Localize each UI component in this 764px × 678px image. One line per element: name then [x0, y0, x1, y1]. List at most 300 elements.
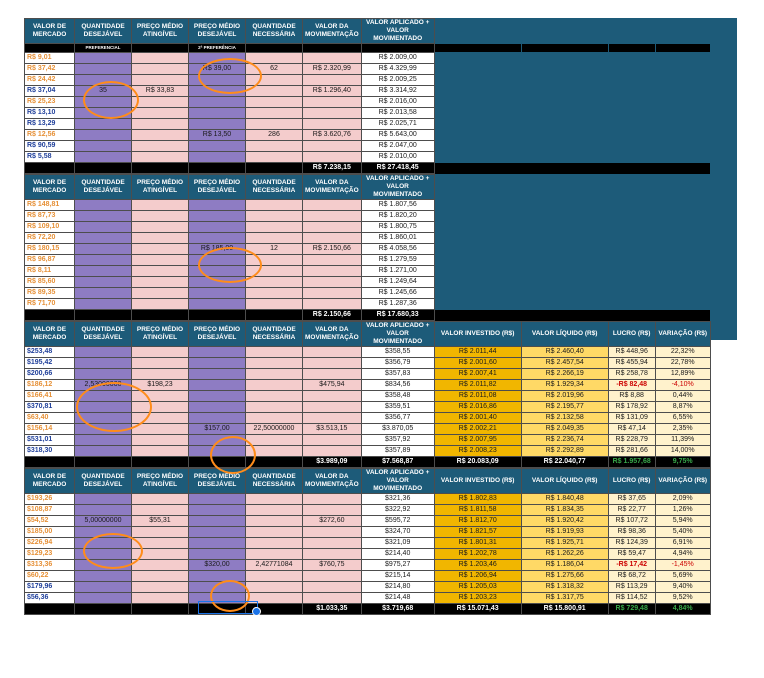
desired-avg-price-cell[interactable]: [189, 86, 246, 97]
required-quantity-cell[interactable]: [246, 266, 303, 277]
variation-cell[interactable]: -4,10%: [655, 380, 710, 391]
attainable-avg-price-cell[interactable]: [132, 108, 189, 119]
total-profit[interactable]: R$ 1.957,68: [608, 457, 655, 468]
applied-plus-moved-cell[interactable]: R$ 1.271,00: [361, 266, 434, 277]
attainable-avg-price-cell[interactable]: [132, 571, 189, 582]
applied-plus-moved-cell[interactable]: R$ 1.287,36: [361, 299, 434, 310]
market-value-cell[interactable]: R$ 8,11: [25, 266, 75, 277]
desired-quantity-cell[interactable]: [75, 424, 132, 435]
attainable-avg-price-cell[interactable]: [132, 560, 189, 571]
total-profit[interactable]: R$ 729,48: [608, 604, 655, 615]
net-value-cell[interactable]: R$ 2.019,96: [521, 391, 608, 402]
market-value-cell[interactable]: R$ 13,10: [25, 108, 75, 119]
market-value-cell[interactable]: $108,87: [25, 505, 75, 516]
profit-cell[interactable]: R$ 107,72: [608, 516, 655, 527]
attainable-avg-price-cell[interactable]: [132, 527, 189, 538]
cell[interactable]: [132, 310, 189, 321]
cell[interactable]: [75, 310, 132, 321]
movement-value-cell[interactable]: $760,75: [303, 560, 362, 571]
invested-value-cell[interactable]: R$ 2.002,21: [434, 424, 521, 435]
desired-quantity-cell[interactable]: [75, 108, 132, 119]
profit-cell[interactable]: R$ 59,47: [608, 549, 655, 560]
applied-plus-moved-cell[interactable]: R$ 1.860,01: [361, 233, 434, 244]
net-value-cell[interactable]: R$ 1.840,48: [521, 494, 608, 505]
column-header[interactable]: PREÇO MÉDIO DESEJÁVEL: [189, 469, 246, 494]
desired-avg-price-cell[interactable]: [189, 494, 246, 505]
required-quantity-cell[interactable]: [246, 549, 303, 560]
profit-cell[interactable]: R$ 68,72: [608, 571, 655, 582]
column-header[interactable]: QUANTIDADE NECESSÁRIA: [246, 322, 303, 347]
applied-plus-moved-cell[interactable]: $357,83: [361, 369, 434, 380]
net-value-cell[interactable]: R$ 1.317,75: [521, 593, 608, 604]
applied-plus-moved-cell[interactable]: $834,56: [361, 380, 434, 391]
market-value-cell[interactable]: R$ 96,87: [25, 255, 75, 266]
required-quantity-cell[interactable]: [246, 391, 303, 402]
invested-value-cell[interactable]: R$ 1.205,03: [434, 582, 521, 593]
movement-value-cell[interactable]: R$ 2.320,99: [303, 64, 362, 75]
movement-value-cell[interactable]: [303, 505, 362, 516]
movement-value-cell[interactable]: [303, 391, 362, 402]
variation-cell[interactable]: 9,40%: [655, 582, 710, 593]
column-header[interactable]: VALOR LÍQUIDO (R$): [521, 469, 608, 494]
applied-plus-moved-cell[interactable]: $322,92: [361, 505, 434, 516]
profit-cell[interactable]: R$ 124,39: [608, 538, 655, 549]
desired-quantity-cell[interactable]: [75, 299, 132, 310]
preference-label[interactable]: 2ª PREFERÊNCIA: [189, 44, 246, 53]
applied-plus-moved-cell[interactable]: $357,89: [361, 446, 434, 457]
cell[interactable]: [75, 604, 132, 615]
applied-plus-moved-cell[interactable]: R$ 1.249,64: [361, 277, 434, 288]
invested-value-cell[interactable]: R$ 2.007,41: [434, 369, 521, 380]
variation-cell[interactable]: 2,35%: [655, 424, 710, 435]
column-header[interactable]: VALOR DE MERCADO: [25, 322, 75, 347]
cell[interactable]: [25, 44, 75, 53]
applied-plus-moved-cell[interactable]: R$ 1.820,20: [361, 211, 434, 222]
attainable-avg-price-cell[interactable]: [132, 369, 189, 380]
net-value-cell[interactable]: R$ 2.292,89: [521, 446, 608, 457]
desired-quantity-cell[interactable]: [75, 277, 132, 288]
required-quantity-cell[interactable]: 22,50000000: [246, 424, 303, 435]
attainable-avg-price-cell[interactable]: [132, 266, 189, 277]
column-header[interactable]: VALOR DA MOVIMENTAÇÃO: [303, 322, 362, 347]
column-header[interactable]: VALOR DA MOVIMENTAÇÃO: [303, 175, 362, 200]
market-value-cell[interactable]: $56,36: [25, 593, 75, 604]
required-quantity-cell[interactable]: [246, 97, 303, 108]
market-value-cell[interactable]: R$ 180,15: [25, 244, 75, 255]
invested-value-cell[interactable]: R$ 2.001,60: [434, 358, 521, 369]
invested-value-cell[interactable]: R$ 2.008,23: [434, 446, 521, 457]
applied-plus-moved-cell[interactable]: $214,40: [361, 549, 434, 560]
market-value-cell[interactable]: $166,41: [25, 391, 75, 402]
column-header[interactable]: QUANTIDADE DESEJÁVEL: [75, 175, 132, 200]
attainable-avg-price-cell[interactable]: [132, 200, 189, 211]
profit-cell[interactable]: R$ 47,14: [608, 424, 655, 435]
cell[interactable]: [132, 44, 189, 53]
cell[interactable]: [132, 457, 189, 468]
desired-quantity-cell[interactable]: [75, 527, 132, 538]
required-quantity-cell[interactable]: [246, 347, 303, 358]
applied-plus-moved-cell[interactable]: $321,36: [361, 494, 434, 505]
market-value-cell[interactable]: $60,22: [25, 571, 75, 582]
market-value-cell[interactable]: R$ 109,10: [25, 222, 75, 233]
desired-avg-price-cell[interactable]: [189, 299, 246, 310]
required-quantity-cell[interactable]: [246, 53, 303, 64]
total-movement[interactable]: $1.033,35: [303, 604, 362, 615]
column-header[interactable]: QUANTIDADE NECESSÁRIA: [246, 175, 303, 200]
invested-value-cell[interactable]: R$ 1.821,57: [434, 527, 521, 538]
applied-plus-moved-cell[interactable]: R$ 3.314,92: [361, 86, 434, 97]
desired-avg-price-cell[interactable]: [189, 593, 246, 604]
desired-quantity-cell[interactable]: [75, 64, 132, 75]
attainable-avg-price-cell[interactable]: [132, 211, 189, 222]
movement-value-cell[interactable]: [303, 549, 362, 560]
desired-quantity-cell[interactable]: [75, 119, 132, 130]
total-movement[interactable]: R$ 7.238,15: [303, 163, 362, 174]
profit-cell[interactable]: R$ 131,09: [608, 413, 655, 424]
applied-plus-moved-cell[interactable]: $356,79: [361, 358, 434, 369]
required-quantity-cell[interactable]: [246, 505, 303, 516]
required-quantity-cell[interactable]: [246, 402, 303, 413]
total-applied[interactable]: $3.719,68: [361, 604, 434, 615]
movement-value-cell[interactable]: [303, 369, 362, 380]
required-quantity-cell[interactable]: 62: [246, 64, 303, 75]
desired-quantity-cell[interactable]: [75, 130, 132, 141]
variation-cell[interactable]: 14,00%: [655, 446, 710, 457]
market-value-cell[interactable]: R$ 71,70: [25, 299, 75, 310]
required-quantity-cell[interactable]: [246, 369, 303, 380]
attainable-avg-price-cell[interactable]: [132, 288, 189, 299]
desired-quantity-cell[interactable]: [75, 200, 132, 211]
required-quantity-cell[interactable]: 12: [246, 244, 303, 255]
cell[interactable]: [189, 163, 246, 174]
attainable-avg-price-cell[interactable]: [132, 391, 189, 402]
column-header[interactable]: QUANTIDADE NECESSÁRIA: [246, 19, 303, 44]
required-quantity-cell[interactable]: 286: [246, 130, 303, 141]
movement-value-cell[interactable]: [303, 255, 362, 266]
movement-value-cell[interactable]: [303, 277, 362, 288]
net-value-cell[interactable]: R$ 2.049,35: [521, 424, 608, 435]
total-invested[interactable]: R$ 15.071,43: [434, 604, 521, 615]
required-quantity-cell[interactable]: [246, 593, 303, 604]
total-applied[interactable]: $7.568,87: [361, 457, 434, 468]
attainable-avg-price-cell[interactable]: R$ 33,83: [132, 86, 189, 97]
movement-value-cell[interactable]: R$ 3.620,76: [303, 130, 362, 141]
required-quantity-cell[interactable]: [246, 86, 303, 97]
movement-value-cell[interactable]: [303, 75, 362, 86]
net-value-cell[interactable]: R$ 1.834,35: [521, 505, 608, 516]
desired-avg-price-cell[interactable]: [189, 255, 246, 266]
cell[interactable]: [246, 44, 303, 53]
net-value-cell[interactable]: R$ 2.266,19: [521, 369, 608, 380]
desired-quantity-cell[interactable]: [75, 97, 132, 108]
column-header[interactable]: QUANTIDADE DESEJÁVEL: [75, 322, 132, 347]
movement-value-cell[interactable]: [303, 402, 362, 413]
attainable-avg-price-cell[interactable]: [132, 277, 189, 288]
applied-plus-moved-cell[interactable]: R$ 1.807,56: [361, 200, 434, 211]
column-header[interactable]: PREÇO MÉDIO ATINGÍVEL: [132, 322, 189, 347]
invested-value-cell[interactable]: R$ 1.206,94: [434, 571, 521, 582]
attainable-avg-price-cell[interactable]: [132, 222, 189, 233]
desired-quantity-cell[interactable]: [75, 222, 132, 233]
profit-cell[interactable]: R$ 455,94: [608, 358, 655, 369]
attainable-avg-price-cell[interactable]: [132, 233, 189, 244]
required-quantity-cell[interactable]: [246, 119, 303, 130]
cell[interactable]: [25, 457, 75, 468]
attainable-avg-price-cell[interactable]: [132, 549, 189, 560]
attainable-avg-price-cell[interactable]: [132, 424, 189, 435]
column-header[interactable]: PREÇO MÉDIO DESEJÁVEL: [189, 322, 246, 347]
desired-avg-price-cell[interactable]: [189, 347, 246, 358]
desired-quantity-cell[interactable]: 2,53000000: [75, 380, 132, 391]
applied-plus-moved-cell[interactable]: $214,48: [361, 593, 434, 604]
desired-quantity-cell[interactable]: 35: [75, 86, 132, 97]
market-value-cell[interactable]: R$ 37,42: [25, 64, 75, 75]
desired-avg-price-cell[interactable]: [189, 380, 246, 391]
required-quantity-cell[interactable]: [246, 233, 303, 244]
total-invested[interactable]: R$ 20.083,09: [434, 457, 521, 468]
desired-quantity-cell[interactable]: [75, 141, 132, 152]
applied-plus-moved-cell[interactable]: $3.870,05: [361, 424, 434, 435]
variation-cell[interactable]: 1,26%: [655, 505, 710, 516]
desired-quantity-cell[interactable]: [75, 413, 132, 424]
market-value-cell[interactable]: $226,94: [25, 538, 75, 549]
profit-cell[interactable]: R$ 98,36: [608, 527, 655, 538]
market-value-cell[interactable]: $193,26: [25, 494, 75, 505]
market-value-cell[interactable]: $156,14: [25, 424, 75, 435]
applied-plus-moved-cell[interactable]: $359,51: [361, 402, 434, 413]
variation-cell[interactable]: -1,45%: [655, 560, 710, 571]
attainable-avg-price-cell[interactable]: $55,31: [132, 516, 189, 527]
net-value-cell[interactable]: R$ 1.318,32: [521, 582, 608, 593]
movement-value-cell[interactable]: [303, 446, 362, 457]
net-value-cell[interactable]: R$ 1.262,26: [521, 549, 608, 560]
variation-cell[interactable]: 5,69%: [655, 571, 710, 582]
market-value-cell[interactable]: $129,23: [25, 549, 75, 560]
applied-plus-moved-cell[interactable]: R$ 2.047,00: [361, 141, 434, 152]
attainable-avg-price-cell[interactable]: [132, 435, 189, 446]
invested-value-cell[interactable]: R$ 1.811,58: [434, 505, 521, 516]
attainable-avg-price-cell[interactable]: [132, 53, 189, 64]
desired-avg-price-cell[interactable]: [189, 391, 246, 402]
column-header[interactable]: VALOR DE MERCADO: [25, 175, 75, 200]
desired-quantity-cell[interactable]: [75, 152, 132, 163]
column-header[interactable]: VALOR INVESTIDO (R$): [434, 322, 521, 347]
cell[interactable]: [75, 163, 132, 174]
required-quantity-cell[interactable]: [246, 380, 303, 391]
column-header[interactable]: PREÇO MÉDIO DESEJÁVEL: [189, 175, 246, 200]
desired-quantity-cell[interactable]: [75, 369, 132, 380]
market-value-cell[interactable]: R$ 90,59: [25, 141, 75, 152]
attainable-avg-price-cell[interactable]: [132, 494, 189, 505]
desired-avg-price-cell[interactable]: [189, 527, 246, 538]
column-header[interactable]: PREÇO MÉDIO DESEJÁVEL: [189, 19, 246, 44]
desired-avg-price-cell[interactable]: [189, 288, 246, 299]
movement-value-cell[interactable]: [303, 299, 362, 310]
column-header[interactable]: LUCRO (R$): [608, 322, 655, 347]
applied-plus-moved-cell[interactable]: $321,09: [361, 538, 434, 549]
variation-cell[interactable]: 2,09%: [655, 494, 710, 505]
required-quantity-cell[interactable]: [246, 413, 303, 424]
attainable-avg-price-cell[interactable]: [132, 141, 189, 152]
market-value-cell[interactable]: R$ 89,35: [25, 288, 75, 299]
applied-plus-moved-cell[interactable]: R$ 4.058,56: [361, 244, 434, 255]
cell[interactable]: [189, 310, 246, 321]
movement-value-cell[interactable]: R$ 1.296,40: [303, 86, 362, 97]
variation-cell[interactable]: 8,87%: [655, 402, 710, 413]
market-value-cell[interactable]: $200,66: [25, 369, 75, 380]
desired-quantity-cell[interactable]: [75, 505, 132, 516]
required-quantity-cell[interactable]: [246, 494, 303, 505]
required-quantity-cell[interactable]: [246, 255, 303, 266]
applied-plus-moved-cell[interactable]: $357,92: [361, 435, 434, 446]
applied-plus-moved-cell[interactable]: $358,48: [361, 391, 434, 402]
invested-value-cell[interactable]: R$ 2.007,95: [434, 435, 521, 446]
desired-quantity-cell[interactable]: [75, 358, 132, 369]
column-header[interactable]: VALOR APLICADO + VALOR MOVIMENTADO: [361, 322, 434, 347]
desired-avg-price-cell[interactable]: $157,00: [189, 424, 246, 435]
applied-plus-moved-cell[interactable]: R$ 1.245,66: [361, 288, 434, 299]
desired-avg-price-cell[interactable]: [189, 402, 246, 413]
required-quantity-cell[interactable]: [246, 211, 303, 222]
required-quantity-cell[interactable]: [246, 75, 303, 86]
market-value-cell[interactable]: $63,40: [25, 413, 75, 424]
cell[interactable]: [303, 44, 362, 53]
desired-avg-price-cell[interactable]: [189, 277, 246, 288]
desired-quantity-cell[interactable]: [75, 75, 132, 86]
movement-value-cell[interactable]: [303, 538, 362, 549]
total-variation[interactable]: 4,84%: [655, 604, 710, 615]
desired-quantity-cell[interactable]: [75, 347, 132, 358]
required-quantity-cell[interactable]: [246, 358, 303, 369]
column-header[interactable]: VALOR INVESTIDO (R$): [434, 469, 521, 494]
desired-quantity-cell[interactable]: [75, 446, 132, 457]
market-value-cell[interactable]: R$ 12,56: [25, 130, 75, 141]
desired-quantity-cell[interactable]: [75, 255, 132, 266]
net-value-cell[interactable]: R$ 1.919,93: [521, 527, 608, 538]
applied-plus-moved-cell[interactable]: R$ 4.329,99: [361, 64, 434, 75]
desired-quantity-cell[interactable]: [75, 53, 132, 64]
column-header[interactable]: VALOR APLICADO + VALOR MOVIMENTADO: [361, 19, 434, 44]
column-header[interactable]: QUANTIDADE DESEJÁVEL: [75, 469, 132, 494]
profit-cell[interactable]: R$ 22,77: [608, 505, 655, 516]
attainable-avg-price-cell[interactable]: [132, 446, 189, 457]
desired-avg-price-cell[interactable]: [189, 108, 246, 119]
variation-cell[interactable]: 11,39%: [655, 435, 710, 446]
net-value-cell[interactable]: R$ 2.457,54: [521, 358, 608, 369]
profit-cell[interactable]: R$ 37,65: [608, 494, 655, 505]
required-quantity-cell[interactable]: [246, 435, 303, 446]
market-value-cell[interactable]: R$ 85,60: [25, 277, 75, 288]
invested-value-cell[interactable]: R$ 2.011,08: [434, 391, 521, 402]
movement-value-cell[interactable]: $3.513,15: [303, 424, 362, 435]
attainable-avg-price-cell[interactable]: [132, 97, 189, 108]
required-quantity-cell[interactable]: [246, 582, 303, 593]
desired-quantity-cell[interactable]: [75, 391, 132, 402]
column-header[interactable]: LUCRO (R$): [608, 469, 655, 494]
invested-value-cell[interactable]: R$ 2.011,44: [434, 347, 521, 358]
profit-cell[interactable]: R$ 448,96: [608, 347, 655, 358]
market-value-cell[interactable]: $179,96: [25, 582, 75, 593]
desired-quantity-cell[interactable]: [75, 288, 132, 299]
required-quantity-cell[interactable]: [246, 288, 303, 299]
desired-quantity-cell[interactable]: [75, 494, 132, 505]
column-header[interactable]: VALOR DA MOVIMENTAÇÃO: [303, 19, 362, 44]
market-value-cell[interactable]: R$ 87,73: [25, 211, 75, 222]
applied-plus-moved-cell[interactable]: R$ 5.643,00: [361, 130, 434, 141]
required-quantity-cell[interactable]: [246, 200, 303, 211]
market-value-cell[interactable]: $186,12: [25, 380, 75, 391]
attainable-avg-price-cell[interactable]: [132, 505, 189, 516]
required-quantity-cell[interactable]: 2,42771084: [246, 560, 303, 571]
desired-avg-price-cell[interactable]: [189, 152, 246, 163]
movement-value-cell[interactable]: [303, 358, 362, 369]
movement-value-cell[interactable]: [303, 108, 362, 119]
net-value-cell[interactable]: R$ 2.460,40: [521, 347, 608, 358]
desired-quantity-cell[interactable]: [75, 211, 132, 222]
invested-value-cell[interactable]: R$ 2.016,86: [434, 402, 521, 413]
variation-cell[interactable]: 0,44%: [655, 391, 710, 402]
movement-value-cell[interactable]: $272,60: [303, 516, 362, 527]
desired-quantity-cell[interactable]: [75, 593, 132, 604]
cell[interactable]: [25, 604, 75, 615]
total-movement[interactable]: $3.989,09: [303, 457, 362, 468]
invested-value-cell[interactable]: R$ 1.202,78: [434, 549, 521, 560]
profit-cell[interactable]: R$ 114,52: [608, 593, 655, 604]
profit-cell[interactable]: R$ 8,88: [608, 391, 655, 402]
cell[interactable]: [75, 457, 132, 468]
spreadsheet-grid[interactable]: [24, 18, 711, 615]
desired-quantity-cell[interactable]: [75, 266, 132, 277]
profit-cell[interactable]: R$ 281,66: [608, 446, 655, 457]
variation-cell[interactable]: 6,91%: [655, 538, 710, 549]
variation-cell[interactable]: 22,78%: [655, 358, 710, 369]
applied-plus-moved-cell[interactable]: $358,55: [361, 347, 434, 358]
movement-value-cell[interactable]: [303, 347, 362, 358]
attainable-avg-price-cell[interactable]: [132, 119, 189, 130]
market-value-cell[interactable]: $313,36: [25, 560, 75, 571]
movement-value-cell[interactable]: R$ 2.150,66: [303, 244, 362, 255]
profit-cell[interactable]: R$ 178,92: [608, 402, 655, 413]
movement-value-cell[interactable]: [303, 413, 362, 424]
desired-quantity-cell[interactable]: [75, 549, 132, 560]
desired-avg-price-cell[interactable]: [189, 369, 246, 380]
required-quantity-cell[interactable]: [246, 222, 303, 233]
profit-cell[interactable]: R$ 113,29: [608, 582, 655, 593]
attainable-avg-price-cell[interactable]: [132, 538, 189, 549]
total-applied[interactable]: R$ 17.680,33: [361, 310, 434, 321]
desired-avg-price-cell[interactable]: [189, 571, 246, 582]
variation-cell[interactable]: 6,55%: [655, 413, 710, 424]
market-value-cell[interactable]: R$ 72,20: [25, 233, 75, 244]
required-quantity-cell[interactable]: [246, 446, 303, 457]
net-value-cell[interactable]: R$ 1.186,04: [521, 560, 608, 571]
desired-avg-price-cell[interactable]: [189, 358, 246, 369]
attainable-avg-price-cell[interactable]: [132, 582, 189, 593]
net-value-cell[interactable]: R$ 1.925,71: [521, 538, 608, 549]
applied-plus-moved-cell[interactable]: R$ 2.010,00: [361, 152, 434, 163]
column-header[interactable]: PREÇO MÉDIO ATINGÍVEL: [132, 175, 189, 200]
movement-value-cell[interactable]: [303, 494, 362, 505]
net-value-cell[interactable]: R$ 1.929,34: [521, 380, 608, 391]
cell[interactable]: [189, 457, 246, 468]
attainable-avg-price-cell[interactable]: [132, 593, 189, 604]
cell[interactable]: [132, 163, 189, 174]
desired-quantity-cell[interactable]: 5,00000000: [75, 516, 132, 527]
column-header[interactable]: VALOR APLICADO + VALOR MOVIMENTADO: [361, 469, 434, 494]
applied-plus-moved-cell[interactable]: $324,70: [361, 527, 434, 538]
market-value-cell[interactable]: R$ 25,23: [25, 97, 75, 108]
applied-plus-moved-cell[interactable]: R$ 1.279,59: [361, 255, 434, 266]
